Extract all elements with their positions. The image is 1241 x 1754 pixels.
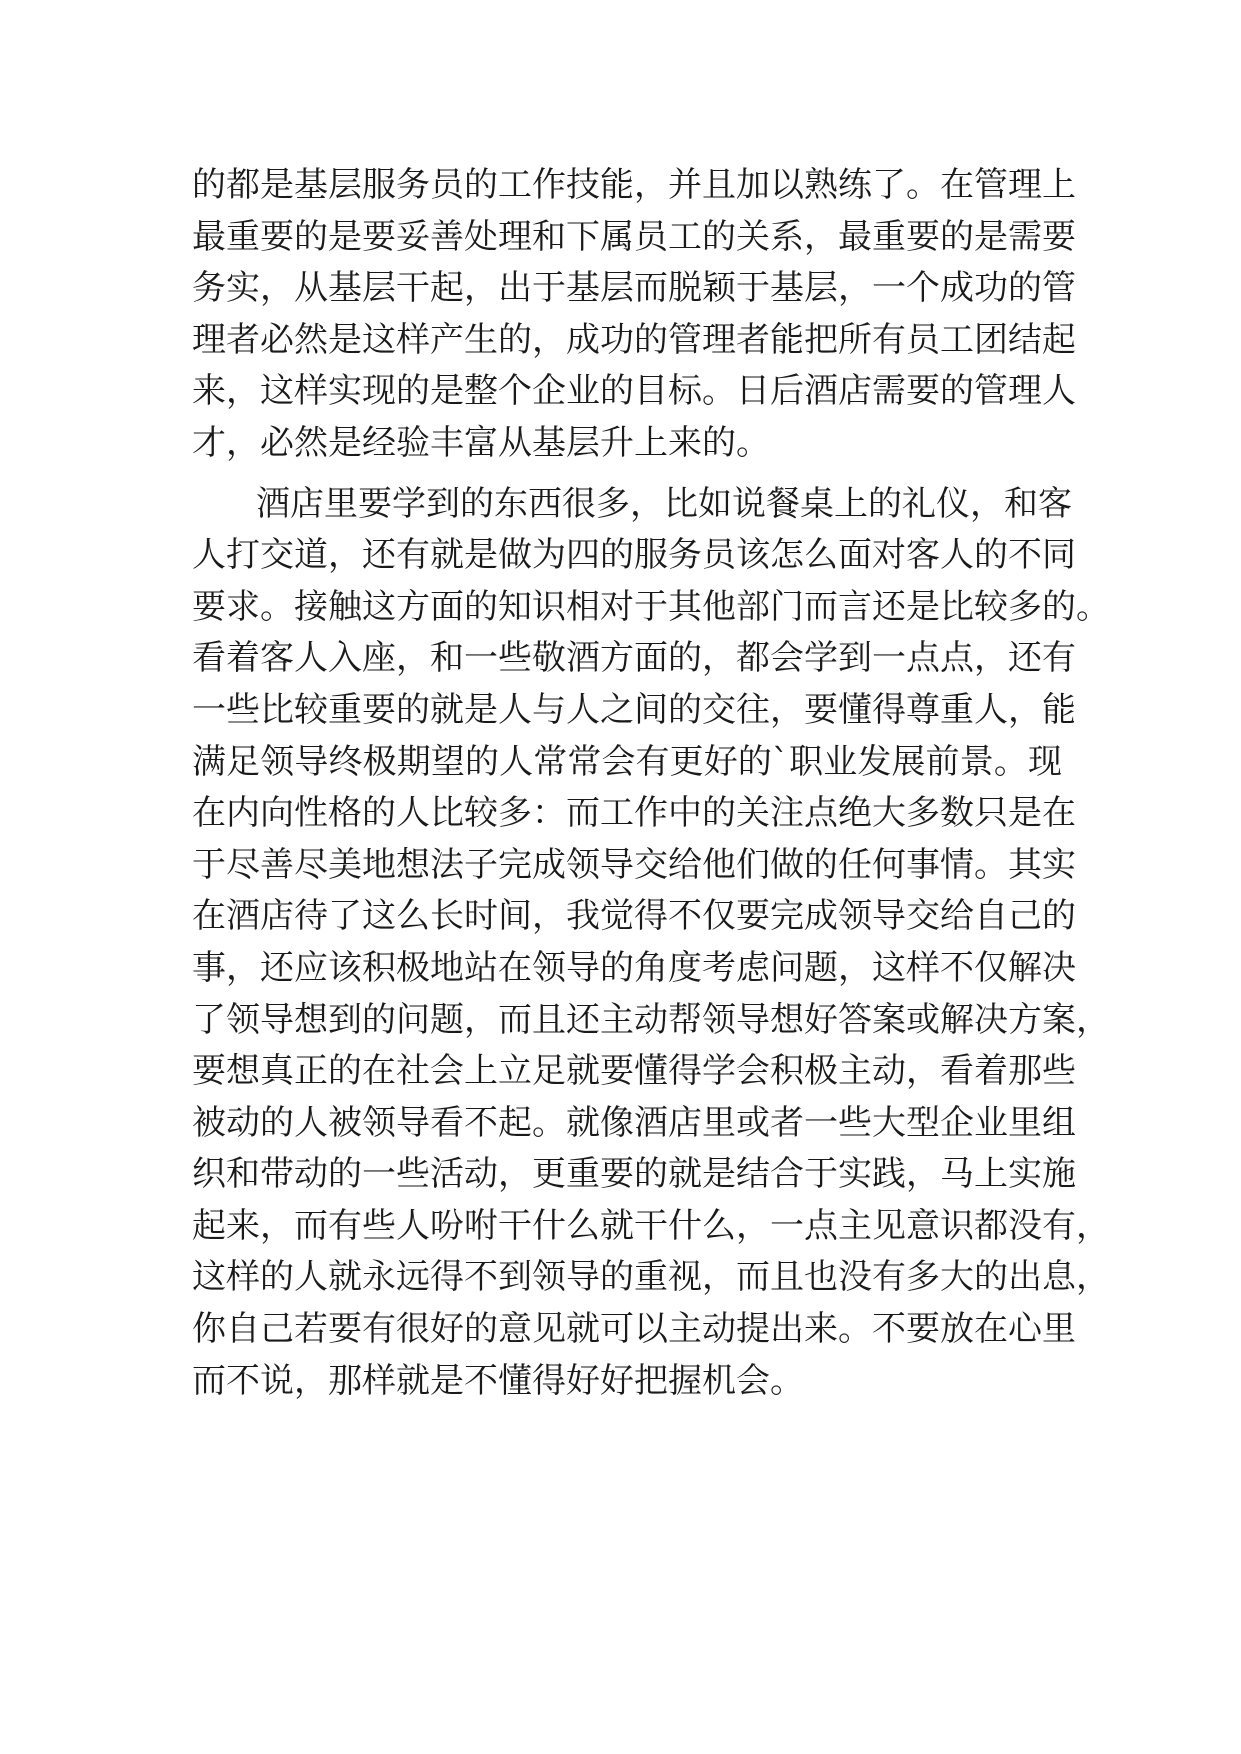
paragraph-line: 来，这样实现的是整个企业的目标。日后酒店需要的管理人 — [192, 371, 1076, 412]
paragraph-line: 满足领导终极期望的人常常会有更好的`职业发展前景。现 — [192, 741, 1062, 782]
paragraph-line: 而不说，那样就是不懂得好好把握机会。 — [192, 1360, 804, 1401]
paragraph-line: 你自己若要有很好的意见就可以主动提出来。不要放在心里 — [192, 1309, 1076, 1350]
paragraph-line: 被动的人被领导看不起。就像酒店里或者一些大型企业里组 — [192, 1102, 1076, 1143]
body-text — [192, 160, 1110, 1407]
paragraph-line: 人打交道，还有就是做为四的服务员该怎么面对客人的不同 — [192, 535, 1076, 576]
paragraph-spacer — [192, 470, 1062, 479]
paragraph-line: 酒店里要学到的东西很多，比如说餐桌上的礼仪，和客 — [256, 483, 1072, 524]
paragraph-line: 务实，从基层干起，出于基层而脱颖于基层，一个成功的管 — [192, 268, 1076, 309]
paragraph-line: 理者必然是这样产生的，成功的管理者能把所有员工团结起 — [192, 319, 1076, 360]
paragraph-line: 事，还应该积极地站在领导的角度考虑问题，这样不仅解决 — [192, 947, 1076, 988]
paragraph-line: 要求。接触这方面的知识相对于其他部门而言还是比较多的。 — [192, 586, 1110, 627]
paragraph-line: 这样的人就永远得不到领导的重视，而且也没有多大的出息， — [192, 1257, 1110, 1298]
paragraph-line: 要想真正的在社会上立足就要懂得学会积极主动，看着那些 — [192, 1051, 1076, 1092]
paragraph-2 — [192, 479, 1110, 1408]
paragraph-line: 最重要的是要妥善处理和下属员工的关系，最重要的是需要 — [192, 216, 1076, 257]
paragraph-line: 在内向性格的人比较多：而工作中的关注点绝大多数只是在 — [192, 793, 1076, 834]
paragraph-line: 起来，而有些人吩咐干什么就干什么，一点主见意识都没有， — [192, 1205, 1110, 1246]
paragraph-line: 织和带动的一些活动，更重要的就是结合于实践，马上实施 — [192, 1154, 1076, 1195]
paragraph-line: 的都是基层服务员的工作技能，并且加以熟练了。在管理上 — [192, 165, 1076, 205]
paragraph-1 — [192, 160, 1076, 470]
paragraph-line: 才，必然是经验丰富从基层升上来的。 — [192, 422, 770, 463]
paragraph-line: 于尽善尽美地想法子完成领导交给他们做的任何事情。其实 — [192, 844, 1076, 885]
paragraph-line: 在酒店待了这么长时间，我觉得不仅要完成领导交给自己的 — [192, 896, 1076, 937]
paragraph-line: 了领导想到的问题，而且还主动帮领导想好答案或解决方案， — [192, 999, 1110, 1040]
paragraph-line: 看着客人入座，和一些敬酒方面的，都会学到一点点，还有 — [192, 638, 1076, 679]
paragraph-line: 一些比较重要的就是人与人之间的交往，要懂得尊重人，能 — [192, 689, 1076, 730]
